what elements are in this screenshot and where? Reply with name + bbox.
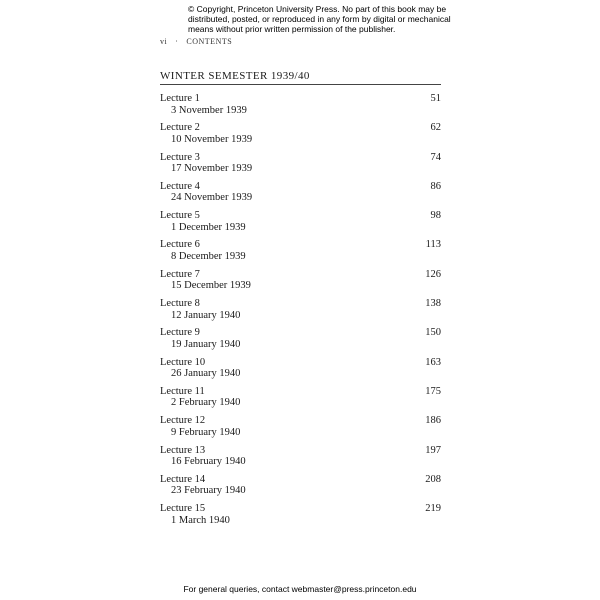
lecture-title: Lecture 2	[160, 122, 200, 134]
toc-entry	[160, 239, 441, 268]
lecture-date: 19 January 1940	[171, 338, 241, 350]
footer-contact: For general queries, contact webmaster@press.princeton.edu	[183, 584, 417, 594]
separator-dot: ·	[175, 37, 179, 46]
page-number: 150	[425, 327, 441, 339]
lecture-date: 10 November 1939	[171, 133, 253, 145]
lecture-title: Lecture 5	[160, 210, 200, 222]
lecture-title: Lecture 6	[160, 239, 200, 251]
page-number: 163	[425, 356, 441, 368]
lecture-title: Lecture 11	[160, 385, 205, 397]
page-number: 98	[430, 210, 441, 222]
toc-entry	[160, 181, 441, 210]
lecture-date: 3 November 1939	[171, 104, 247, 116]
toc-entry	[160, 445, 441, 474]
lecture-title: Lecture 10	[160, 356, 206, 368]
lecture-date: 15 December 1939	[171, 280, 251, 292]
toc-entry	[160, 269, 441, 298]
toc-entry	[160, 298, 441, 327]
page-number: 51	[430, 93, 441, 104]
copyright-notice	[188, 4, 451, 34]
page-number: 62	[430, 122, 441, 134]
page-number: 197	[425, 444, 441, 456]
section-title: WINTER SEMESTER 1939/40	[160, 70, 310, 82]
copyright-line: distributed, posted, or reproduced in any form by digital or mechanical	[188, 14, 451, 24]
page-number: 175	[425, 385, 441, 397]
table-of-contents	[160, 93, 441, 532]
page-number: 186	[425, 415, 441, 427]
lecture-title: Lecture 4	[160, 180, 200, 192]
toc-entry	[160, 327, 441, 356]
lecture-title: Lecture 8	[160, 298, 200, 310]
section-rule	[160, 84, 441, 85]
page-number: vi	[160, 37, 168, 46]
lecture-title: Lecture 14	[160, 473, 206, 485]
lecture-date: 2 February 1940	[171, 397, 241, 409]
page-number: 138	[425, 298, 441, 310]
lecture-title: Lecture 9	[160, 327, 200, 339]
lecture-title: Lecture 1	[160, 93, 200, 104]
lecture-date: 12 January 1940	[171, 309, 241, 321]
lecture-date: 1 December 1939	[171, 221, 246, 233]
page-number: 86	[430, 180, 441, 192]
running-head-label: CONTENTS	[186, 37, 233, 46]
lecture-date: 16 February 1940	[171, 456, 246, 468]
lecture-date: 1 March 1940	[171, 514, 230, 526]
toc-entry	[160, 93, 441, 122]
lecture-date: 23 February 1940	[171, 485, 246, 497]
lecture-date: 9 February 1940	[171, 426, 241, 438]
toc-entry	[160, 503, 441, 532]
lecture-title: Lecture 15	[160, 503, 206, 515]
toc-entry	[160, 122, 441, 151]
page-number: 113	[425, 239, 441, 251]
lecture-date: 26 January 1940	[171, 368, 241, 380]
toc-entry	[160, 386, 441, 415]
page-number: 126	[425, 268, 441, 280]
lecture-title: Lecture 7	[160, 268, 200, 280]
lecture-date: 17 November 1939	[171, 163, 253, 175]
lecture-date: 8 December 1939	[171, 250, 246, 262]
lecture-title: Lecture 12	[160, 415, 206, 427]
page-number: 74	[430, 151, 441, 163]
toc-entry	[160, 357, 441, 386]
copyright-line: © Copyright, Princeton University Press. No part of this book may be	[188, 4, 447, 14]
lecture-title: Lecture 13	[160, 444, 206, 456]
toc-entry	[160, 474, 441, 503]
page-number: 219	[425, 503, 441, 515]
page-number: 208	[425, 473, 441, 485]
lecture-title: Lecture 3	[160, 151, 200, 163]
lecture-date: 24 November 1939	[171, 192, 253, 204]
toc-entry	[160, 415, 441, 444]
running-head	[160, 37, 232, 46]
copyright-line: means without prior written permission of the publisher.	[188, 24, 396, 34]
toc-entry	[160, 210, 441, 239]
toc-entry	[160, 152, 441, 181]
